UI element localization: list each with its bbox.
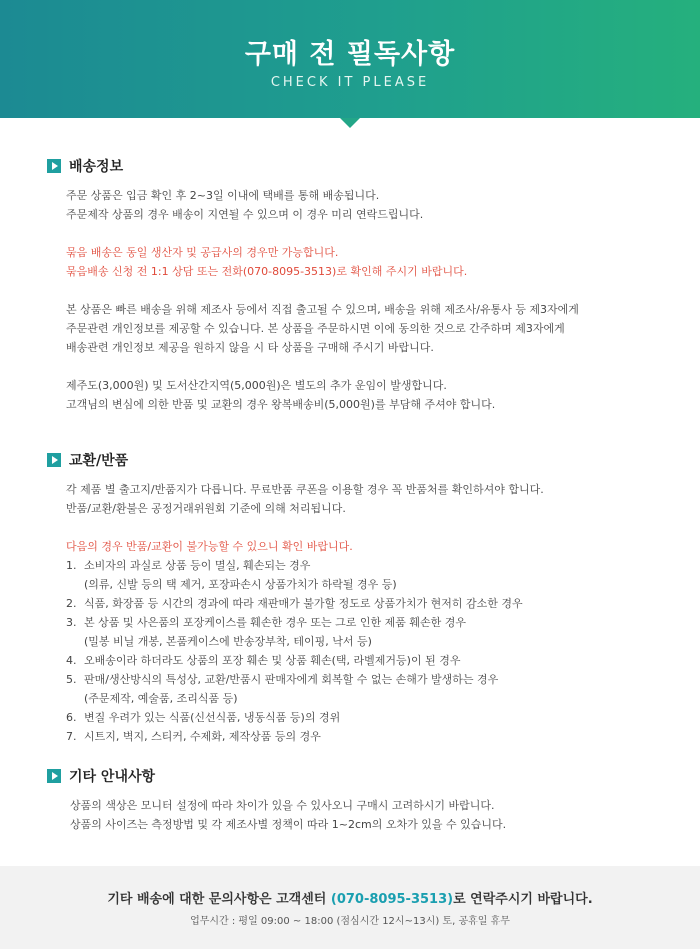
notice-line: 묶음 배송은 동일 생산자 및 공급사의 경우만 가능합니다. — [66, 246, 339, 259]
list-number: 6. — [66, 711, 77, 724]
list-item — [66, 708, 667, 727]
business-hours: 업무시간 : 평일 09:00 ~ 18:00 (점심시간 12시~13시) 토, 공휴일 휴무 — [190, 916, 510, 927]
contact-post: 로 연락주시기 바랍니다. — [453, 892, 593, 907]
text-line: 고객님의 변심에 의한 반품 및 교환의 경우 왕복배송비(5,000원)를 부담해 주셔야 합니다. — [66, 398, 496, 411]
list-number: 5. — [66, 673, 77, 686]
list-text: 오배송이라 하더라도 상품의 포장 훼손 및 상품 훼손(택, 라벨제거등)이 된 경우 — [84, 654, 461, 667]
list-item — [66, 594, 667, 613]
list-item — [66, 651, 667, 670]
etc-section — [47, 766, 667, 834]
list-text: 소비자의 과실로 상품 등이 멸실, 훼손되는 경우 — [84, 559, 311, 572]
exchange-section — [47, 450, 667, 746]
text-line: 제주도(3,000원) 및 도서산간지역(5,000원)은 별도의 추가 운임이 발생합니다. — [66, 379, 447, 392]
text-line: 상품의 사이즈는 측정방법 및 각 제조사별 정책이 따라 1~2cm의 오차가 있을 수 있습니다. — [70, 818, 507, 831]
exchange-heading — [47, 450, 667, 470]
etc-body — [47, 796, 667, 834]
text-line: 주문 상품은 입금 확인 후 2~3일 이내에 택배를 통해 배송됩니다. — [66, 189, 380, 202]
list-subtext: (주문제작, 예술품, 조리식품 등) — [84, 692, 238, 705]
contact-footer — [0, 866, 700, 949]
text-line: 상품의 색상은 모니터 설정에 따라 차이가 있을 수 있사오니 구매시 고려하시기 바랍니다. — [70, 799, 495, 812]
shipping-title: 배송정보 — [69, 159, 124, 175]
page-title: 구매 전 필독사항 — [244, 39, 456, 70]
play-arrow-icon — [47, 453, 61, 467]
list-item — [66, 613, 667, 632]
contact-line — [0, 888, 700, 907]
list-text: 시트지, 벽지, 스티커, 수제화, 제작상품 등의 경우 — [84, 730, 321, 743]
exchange-title: 교환/반품 — [69, 453, 129, 469]
play-arrow-icon — [47, 159, 61, 173]
list-number: 2. — [66, 597, 77, 610]
list-text: 식품, 화장품 등 시간의 경과에 따라 재판매가 불가할 정도로 상품가치가 현저히 감소한 경우 — [84, 597, 523, 610]
page-subtitle: CHECK IT PLEASE — [270, 75, 430, 90]
header-pointer — [340, 118, 360, 128]
text-line: 반품/교환/환불은 공정거래위원회 기준에 의해 처리됩니다. — [66, 502, 346, 515]
text-line: 주문제작 상품의 경우 배송이 지연될 수 있으며 이 경우 미리 연락드립니다. — [66, 208, 424, 221]
shipping-heading — [47, 156, 667, 176]
list-item — [66, 727, 667, 746]
play-arrow-icon — [47, 769, 61, 783]
list-text: 본 상품 및 사은품의 포장케이스를 훼손한 경우 또는 그로 인한 제품 훼손한 경우 — [84, 616, 466, 629]
shipping-section — [47, 156, 667, 414]
list-subtext: (의류, 신발 등의 택 제거, 포장파손시 상품가치가 하락될 경우 등) — [84, 578, 397, 591]
list-item — [66, 556, 667, 575]
page-header — [0, 0, 700, 118]
text-line: 주문관련 개인정보를 제공할 수 있습니다. 본 상품을 주문하시면 이에 동의한 것으로 간주하며 제3자에게 — [66, 322, 565, 335]
list-text: 변질 우려가 있는 식품(신선식품, 냉동식품 등)의 경위 — [84, 711, 341, 724]
etc-title: 기타 안내사항 — [69, 769, 156, 785]
list-number: 1. — [66, 559, 77, 572]
phone-number: (070-8095-3513) — [330, 892, 454, 907]
text-line: 각 제품 별 출고지/반품지가 다릅니다. 무료반품 쿠폰을 이용할 경우 꼭 반품처를 확인하셔야 합니다. — [66, 483, 544, 496]
shipping-body — [47, 186, 667, 414]
list-number: 4. — [66, 654, 77, 667]
list-subtext: (밀봉 비닐 개봉, 본품케이스에 반송장부착, 테이핑, 낙서 등) — [84, 635, 372, 648]
exchange-body — [47, 480, 667, 746]
list-text: 판매/생산방식의 특성상, 교환/반품시 판매자에게 회복할 수 없는 손해가 발생하는 경우 — [84, 673, 499, 686]
text-line: 배송관련 개인정보 제공을 원하지 않을 시 타 상품을 구매해 주시기 바랍니다. — [66, 341, 434, 354]
text-line: 본 상품은 빠른 배송을 위해 제조사 등에서 직접 출고될 수 있으며, 배송을 위해 제조사/유통사 등 제3자에게 — [66, 303, 579, 316]
notice-line: 묶음배송 신청 전 1:1 상담 또는 전화(070-8095-3513)로 확인해 주시기 바랍니다. — [66, 265, 468, 278]
notice-line: 다음의 경우 반품/교환이 불가능할 수 있으니 확인 바랍니다. — [66, 540, 353, 553]
list-number: 3. — [66, 616, 77, 629]
contact-pre: 기타 배송에 대한 문의사항은 고객센터 — [107, 892, 331, 907]
list-item — [66, 670, 667, 689]
etc-heading — [47, 766, 667, 786]
list-number: 7. — [66, 730, 77, 743]
